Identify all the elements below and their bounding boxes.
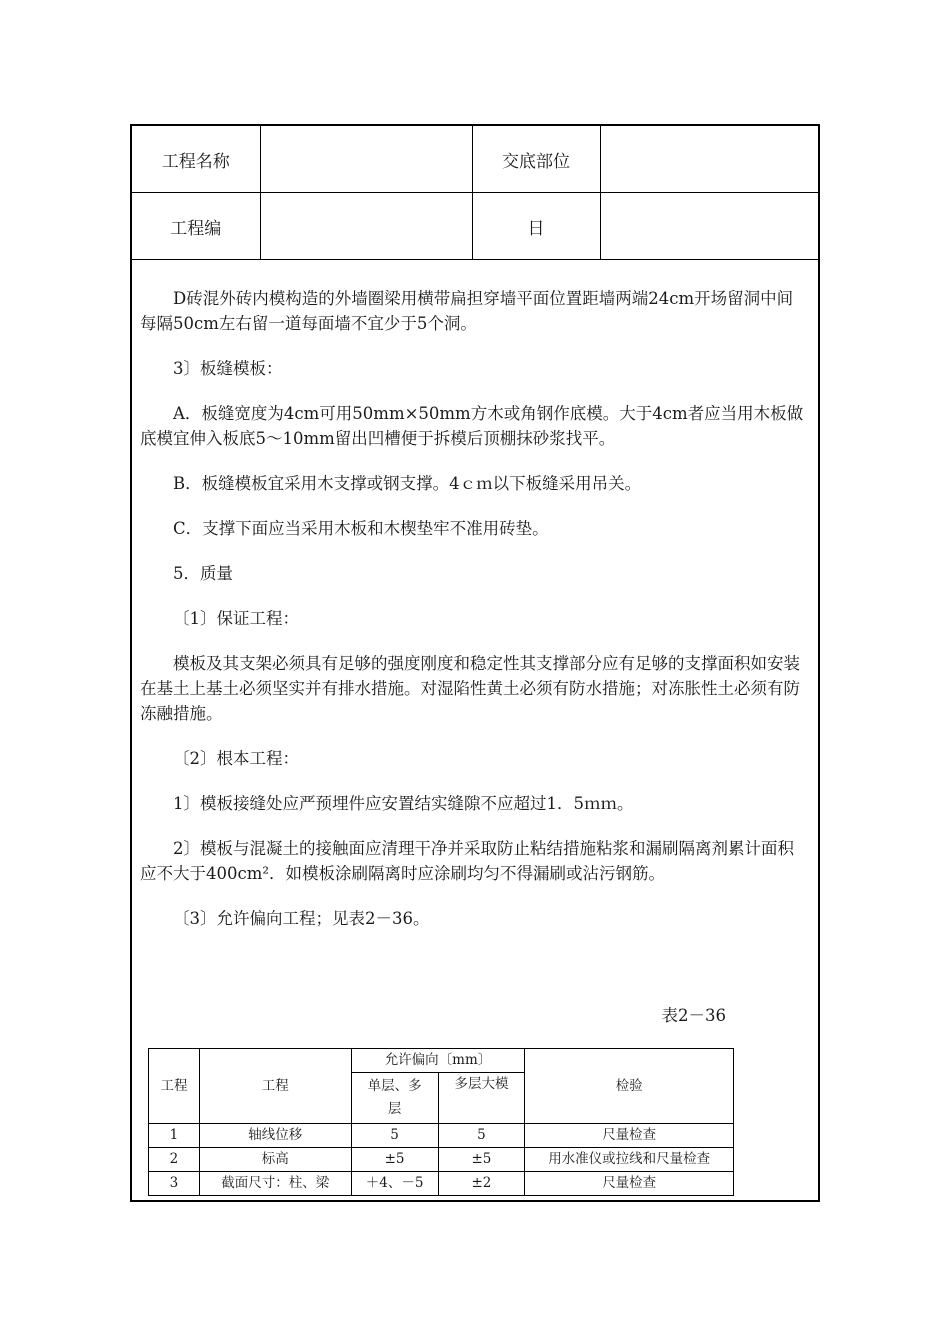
paragraph: 模板及其支架必须具有足够的强度刚度和稳定性其支撑部分应有足够的支撑面积如安装在基土上基土必须坚实并有排水措施。对湿陷性黄土必须有防水措施；对冻胀性土必须有防冻融措施。 bbox=[140, 654, 800, 723]
project-no-label: 工程编 bbox=[132, 193, 260, 260]
cell-name: 截面尺寸：柱、梁 bbox=[199, 1172, 351, 1196]
table-row bbox=[149, 1172, 734, 1196]
paragraph: D砖混外砖内模构造的外墙圈梁用横带扁担穿墙平面位置距墙两端24cm开场留洞中间每隔50cm左右留一道每面墙不宜少于5个洞。 bbox=[140, 289, 794, 333]
date-value bbox=[600, 193, 818, 260]
paragraph: A．板缝宽度为4cm可用50mm×50mm方木或角钢作底模。大于4cm者应当用木板做底模宜伸入板底5～10mm留出凹槽便于拆模后顶棚抹砂浆找平。 bbox=[140, 404, 804, 448]
col-header-name: 工程 bbox=[199, 1049, 351, 1124]
subsection-heading: 〔1〕保证工程： bbox=[173, 609, 299, 628]
cell-single: ±5 bbox=[351, 1148, 438, 1172]
cell-no: 3 bbox=[149, 1172, 200, 1196]
col-header-check: 检验 bbox=[525, 1049, 734, 1124]
cell-single: 5 bbox=[351, 1124, 438, 1148]
table-caption: 表2－36 bbox=[661, 1006, 726, 1025]
header-table bbox=[132, 126, 818, 260]
project-no-value bbox=[260, 193, 472, 260]
paragraph: 2〕模板与混凝土的接触面应清理干净并采取防止粘结措施粘浆和漏刷隔离剂累计面积应不大于400cm²．如模板涂刷隔离时应涂刷均匀不得漏刷或沾污钢筋。 bbox=[140, 839, 794, 883]
col-header-multi: 多层大模 bbox=[438, 1073, 525, 1124]
table-row bbox=[149, 1148, 734, 1172]
paragraph: C．支撑下面应当采用木板和木楔垫牢不准用砖垫。 bbox=[173, 519, 549, 538]
paragraph: 3〕板缝模板： bbox=[173, 359, 283, 378]
location-value bbox=[600, 126, 818, 193]
cell-name: 标高 bbox=[199, 1148, 351, 1172]
paragraph: B．板缝模板宜采用木支撑或钢支撑。4ｃｍ以下板缝采用吊关。 bbox=[173, 474, 642, 493]
cell-name: 轴线位移 bbox=[199, 1124, 351, 1148]
section-heading: 5．质量 bbox=[173, 564, 233, 583]
project-name-value bbox=[260, 126, 472, 193]
body-text bbox=[140, 286, 808, 931]
subsection-heading: 〔2〕根本工程： bbox=[173, 749, 299, 768]
cell-multi: ±2 bbox=[438, 1172, 525, 1196]
location-label: 交底部位 bbox=[472, 126, 600, 193]
cell-check: 尺量检查 bbox=[525, 1124, 734, 1148]
cell-multi: ±5 bbox=[438, 1148, 525, 1172]
paragraph: 1〕模板接缝处应严预埋件应安置结实缝隙不应超过1．5ｍｍ。 bbox=[173, 794, 634, 813]
document-frame bbox=[130, 124, 820, 1202]
paragraph: 〔3〕允许偏向工程；见表2－36。 bbox=[173, 909, 430, 928]
date-label: 日 bbox=[472, 193, 600, 260]
col-header-allowance: 允许偏向〔mm〕 bbox=[351, 1049, 525, 1073]
cell-multi: 5 bbox=[438, 1124, 525, 1148]
tolerance-table bbox=[148, 1048, 734, 1196]
cell-no: 2 bbox=[149, 1148, 200, 1172]
table-row bbox=[149, 1124, 734, 1148]
project-name-label: 工程名称 bbox=[132, 126, 260, 193]
cell-no: 1 bbox=[149, 1124, 200, 1148]
cell-check: 用水准仪或拉线和尺量检查 bbox=[525, 1148, 734, 1172]
cell-check: 尺量检查 bbox=[525, 1172, 734, 1196]
col-header-item: 工程 bbox=[149, 1049, 200, 1124]
cell-single: ＋4、－5 bbox=[351, 1172, 438, 1196]
col-header-single: 单层、多层 bbox=[351, 1073, 438, 1124]
